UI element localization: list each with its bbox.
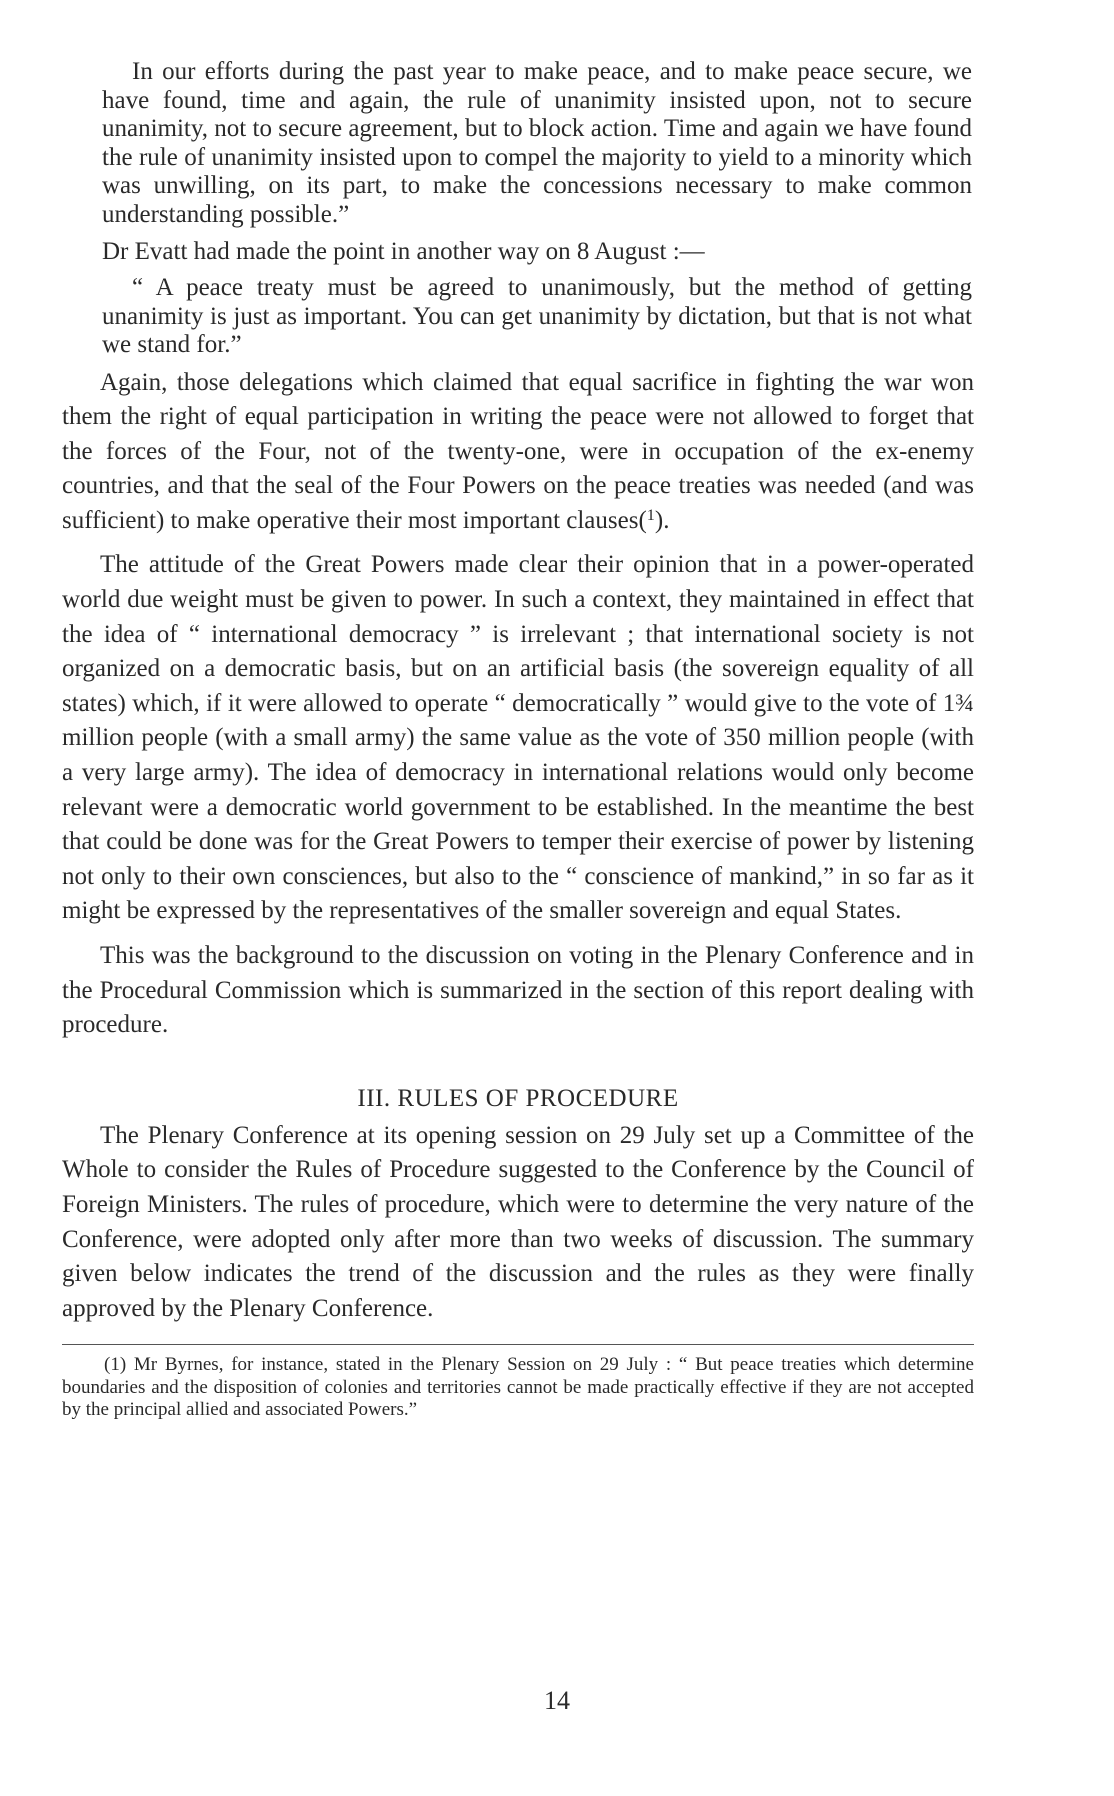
evatt-intro: Dr Evatt had made the point in another way on 8 August :— [102,238,705,265]
paragraph-again [62,366,974,539]
footnote-text: Mr Byrnes, for instance, stated in the Plenary Session on 29 July : “ But peace treaties which determine boundaries and the disposition of colonies and territories cannot be made practically effective if they are not accepted by the principal allied and associated Powers.” [62,1354,974,1421]
paragraph-background: This was the background to the discussion on voting in the Plenary Conference and in the Procedural Commission which is summarized in the section of this report dealing with procedure. [62,942,974,1039]
paragraph-plenary: The Plenary Conference at its opening session on 29 July set up a Committee of the Whole to consider the Rules of Procedure suggested to the Conference by the Council of Foreign Ministers. The rules of procedure, which were to determine the very nature of the Conference, were adopted only after more than two weeks of discussion. The summary given below indicates the trend of the discussion and the rules as they were finally approved by the Plenary Conference. [62,1121,974,1322]
quote-evatt: “ A peace treaty must be agreed to unanimously, but the method of getting unanimity is just as important. You can get unanimity by dictation, but that is not what we stand for.” [102,274,972,358]
footnote-reference: 1 [646,505,655,524]
footnote [62,1354,974,1422]
page-body [62,58,974,1422]
paragraph-attitude: The attitude of the Great Powers made clear their opinion that in a power-operated world due weight must be given to power. In such a context, they maintained in effect that the idea of “ international democracy ” is irrelevant ; that international society is not organized on a democratic basis, but on an artificial basis (the sovereign equality of all states) which, if it were allowed to operate “ democratically ” would give to the vote of 1¾ million people (with a small army) the same value as the vote of 350 million people (with a very large army). The idea of democracy in international relations would only become relevant were a democratic world government to be established. In the meantime the best that could be done was for the Great Powers to temper their exercise of power by listening not only to their own consciences, but also to the “ conscience of mankind,” in so far as it might be expressed by the representatives of the smaller sovereign and equal States. [62,551,974,925]
paragraph-again-end: ). [654,506,670,534]
quote-unanimity-continued: In our efforts during the past year to make peace, and to make peace secure, we have found, time and again, the rule of unanimity insisted upon, not to secure unanimity, not to secure agreement, but to block action. Time and again we have found the rule of unanimity insisted upon to compel the majority to yield to a minority which was unwilling, on its part, to make the concessions necessary to make common understanding possible.” [102,58,972,228]
footnote-divider [62,1344,974,1345]
paragraph-again-text: Again, those delegations which claimed that equal sacrifice in fighting the war won them the right of equal participation in writing the peace were not allowed to forget that the forces of the Four, not of the twenty-one, were in occupation of the ex-enemy countries, and that the seal of the Four Powers on the peace treaties was needed (and was sufficient) to make operative their most important clauses( [62,368,974,534]
footnote-marker: (1) [104,1354,127,1376]
section-heading: III. RULES OF PROCEDURE [357,1084,679,1112]
page-number: 14 [544,1686,570,1715]
